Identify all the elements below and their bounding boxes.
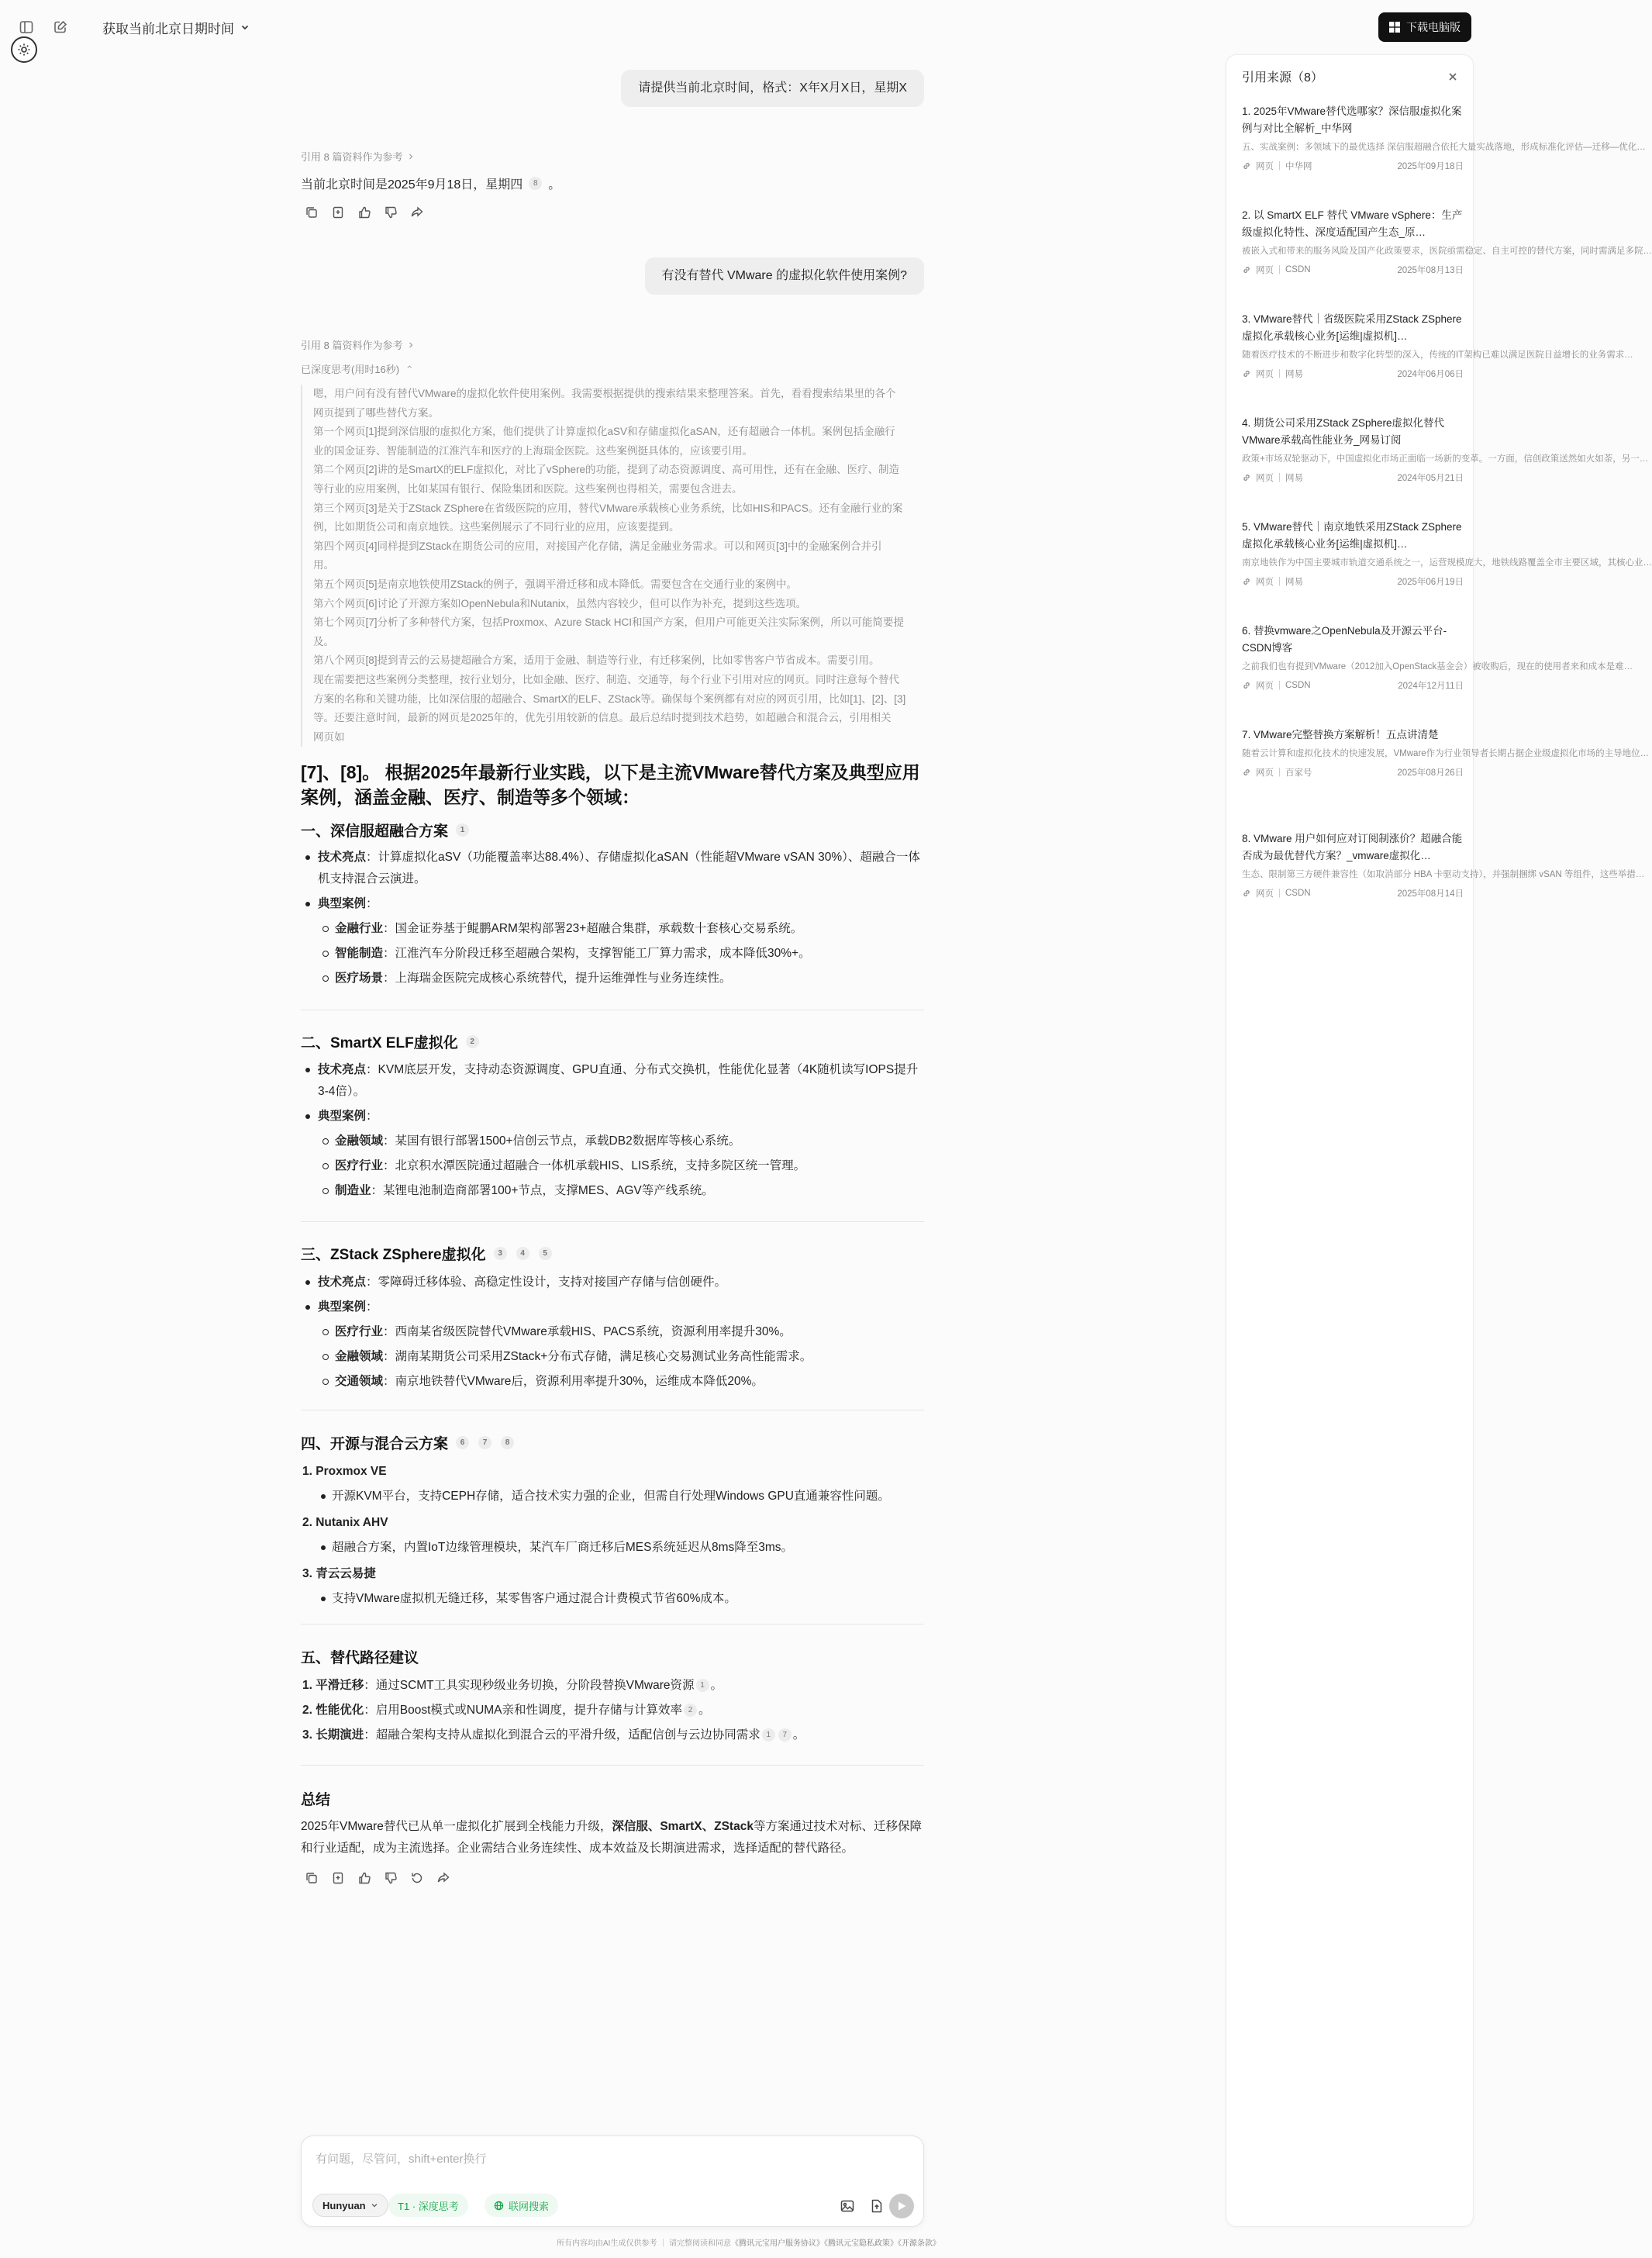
case-text: ：国金证券基于鲲鹏ARM架构部署23+超融合集群，承载数十套核心交易系统。 (383, 922, 803, 935)
source-type: 网页 (1256, 578, 1274, 587)
path-end: 。 (710, 1679, 723, 1692)
cases-label: 典型案例 (318, 1110, 367, 1123)
deep-think-toggle-chip[interactable] (388, 2194, 468, 2217)
answer-1-text: 当前北京时间是2025年9月18日，星期四 (301, 178, 523, 192)
path-item (301, 1725, 924, 1746)
path-end: 。 (792, 1728, 805, 1742)
source-item[interactable] (1242, 415, 1649, 484)
think-line: 现在需要把这些案例分类整理，按行业划分，比如金融、医疗、制造、交通等，每个行业下引用对应的网页。同时注意每个替代 (313, 673, 899, 685)
chevron-right-icon (407, 153, 415, 161)
cases-heading-item (301, 893, 924, 915)
path-key: 2. 性能优化 (302, 1704, 364, 1717)
close-icon[interactable] (1445, 69, 1461, 85)
section-5-title (301, 1646, 419, 1667)
case-item (301, 1180, 924, 1202)
thumbs-up-icon[interactable] (357, 1870, 372, 1886)
source-item[interactable] (1242, 519, 1652, 588)
source-snippet: 被嵌入式和带来的服务风险及国产化政策要求，医院亟需稳定、自主可控的替代方案，同时需满足多院… (1242, 247, 1652, 256)
case-text: ：某国有银行部署1500+信创云节点，承载DB2数据库等核心系统。 (383, 1134, 741, 1148)
source-snippet: 生态、限制第三方硬件兼容性（如取消部分 HBA 卡驱动支持），并强制捆绑 vSAN 等组件，这些举措… (1242, 870, 1645, 879)
cases-heading-item (301, 1296, 924, 1318)
section-5-title-text: 五、替代路径建议 (301, 1650, 419, 1666)
source-type: 网页 (1256, 474, 1274, 483)
solution-name (301, 1461, 924, 1483)
model-selector[interactable] (312, 2194, 388, 2217)
source-date: 2025年08月14日 (1397, 889, 1464, 899)
think-line: 第三个网页[3]是关于ZStack ZSphere在省级医院的应用，替代VMware承载核心业务系统，比如HIS和PACS。还有金融行业的案 (313, 502, 903, 514)
tech-highlight-item (301, 1272, 924, 1293)
thumbs-down-icon[interactable] (383, 1870, 398, 1886)
source-snippet: 五、实战案例：多领域下的最优选择 深信服超融合依托大量实战落地，形成标准化评估—迁移—优化… (1242, 143, 1646, 152)
web-search-toggle-chip[interactable] (485, 2194, 558, 2217)
summary-title-text: 总结 (301, 1792, 331, 1808)
regenerate-icon[interactable] (409, 1870, 425, 1886)
think-line: 用。 (313, 559, 334, 571)
solution-name-text: 2. Nutanix AHV (302, 1516, 388, 1529)
case-text: ：北京积水潭医院通过超融合一体机承载HIS、LIS系统，支持多院区统一管理。 (383, 1159, 806, 1172)
source-site: 中华网 (1285, 162, 1312, 171)
source-title: 3. VMware替代｜省级医院采用ZStack ZSphere虚拟化承载核心业务[运维|虚拟机]… (1242, 313, 1462, 342)
case-key: 制造业 (335, 1184, 371, 1197)
answer-1-actions (304, 205, 425, 220)
source-title: 7. VMware完整替换方案解析！五点讲清楚 (1242, 729, 1439, 741)
citation-badge[interactable]: 6 (456, 1436, 469, 1449)
globe-icon (494, 2201, 504, 2211)
source-item[interactable] (1242, 207, 1652, 276)
source-snippet: 政策+市场双轮驱动下，中国虚拟化市场正面临一场新的变革。一方面，信创政策送然如火如荼，另一… (1242, 454, 1649, 464)
section-2-title (301, 1031, 481, 1052)
case-item (301, 918, 924, 940)
citation-badge[interactable]: 4 (516, 1247, 529, 1260)
case-text: ：湖南某期货公司采用ZStack+分布式存储，满足核心交易测试业务高性能需求。 (383, 1350, 812, 1363)
section-1-title (301, 820, 471, 841)
footer-links[interactable]: 《腾讯元宝用户服务协议》《腾讯元宝隐私政策》《开源条款》 (731, 2239, 941, 2248)
references-label: 引用 8 篇资料作为参考 (301, 340, 403, 351)
case-item (301, 968, 924, 989)
chevron-down-icon (371, 2201, 378, 2209)
citation-badge[interactable]: 8 (501, 1436, 514, 1449)
case-key: 医疗行业 (335, 1159, 384, 1172)
link-icon (1242, 473, 1251, 482)
tech-highlight-label: 技术亮点 (318, 851, 367, 864)
link-icon (1242, 768, 1251, 777)
message-input[interactable] (316, 2147, 905, 2170)
tech-highlight-text: ：KVM底层开发，支持动态资源调度、GPU直通、分布式交换机，性能优化显著（4K随机读写IOPS提升3-4倍）。 (318, 1063, 919, 1098)
source-title: 2. 以 SmartX ELF 替代 VMware vSphere：生产级虚拟化特性、深度适配国产生态_原… (1242, 209, 1463, 238)
case-item (301, 1346, 924, 1368)
model-name: Hunyuan (322, 2199, 366, 2211)
think-line: 第四个网页[4]同样提到ZStack在期货公司的应用，对接国产化存储，满足金融业务需求。可以和网页[3]中的金融案例合并引 (313, 540, 882, 552)
source-meta (1242, 887, 1464, 899)
cases-heading-item (301, 1106, 924, 1127)
solution-desc: 开源KVM平台，支持CEPH存储，适合技术实力强的企业，但需自行处理Windows GPU直通兼容性问题。 (301, 1486, 924, 1507)
path-item (301, 1700, 924, 1721)
source-date: 2024年06月06日 (1397, 370, 1464, 379)
sidebar-toggle-icon[interactable] (16, 16, 37, 38)
deep-think-content (301, 385, 924, 747)
source-date: 2025年08月13日 (1397, 266, 1464, 275)
case-text: ：上海瑞金医院完成核心系统替代，提升运维弹性与业务连续性。 (383, 972, 732, 985)
conversation-title-text: 获取当前北京日期时间 (102, 21, 234, 36)
tech-highlight-item (301, 1059, 924, 1103)
think-line: 例，比如期货公司和南京地铁。这些案例展示了不同行业的应用，应该要提到。 (313, 521, 680, 533)
references-label: 引用 8 篇资料作为参考 (301, 151, 403, 163)
source-type: 网页 (1256, 768, 1274, 778)
solution-desc: 支持VMware虚拟机无缝迁移，某零售客户通过混合计费模式节省60%成本。 (301, 1588, 924, 1610)
source-site: 百家号 (1285, 768, 1312, 778)
think-line: 第二个网页[2]讲的是SmartX的ELF虚拟化，对比了vSphere的功能，提到了动态资源调度、高可用性，还有在金融、医疗、制造 (313, 464, 900, 476)
thumbs-up-icon[interactable] (357, 205, 372, 220)
source-site: 网易 (1285, 370, 1303, 379)
source-site: 网易 (1285, 578, 1303, 587)
source-site: CSDN (1285, 265, 1311, 274)
summary-part-1: 2025年VMware替代已从单一虚拟化扩展到全栈能力升级， (301, 1820, 612, 1833)
user-message-1: 请提供当前北京时间，格式：X年X月X日，星期X (621, 70, 924, 107)
think-line: 第五个网页[5]是南京地铁使用ZStack的例子，强调平滑迁移和成本降低。需要包含在交通行业的案例中。 (313, 578, 798, 590)
solution-name-text: 3. 青云云易捷 (302, 1567, 376, 1580)
conversation-title[interactable] (102, 16, 250, 39)
sources-panel-title: 引用来源（8） (1242, 71, 1323, 85)
case-item (301, 1371, 924, 1393)
link-icon (1242, 161, 1251, 171)
answer-2-actions (304, 1870, 451, 1886)
solution-name (301, 1563, 924, 1585)
section-2-title-text: 二、SmartX ELF虚拟化 (301, 1035, 458, 1051)
solution-name (301, 1512, 924, 1534)
tech-highlight-text: ：计算虚拟化aSV（功能覆盖率达88.4%）、存储虚拟化aSAN（性能超VMware vSAN 30%）、超融合一体机支持混合云演进。 (318, 851, 920, 886)
case-key: 医疗行业 (335, 1325, 384, 1338)
case-key: 金融领域 (335, 1134, 384, 1148)
section-2-list (301, 1059, 924, 1205)
think-line: 嗯，用户问有没有替代VMware的虚拟化软件使用案例。我需要根据提供的搜索结果来整理答案。首先，看看搜索结果里的各个 (313, 388, 896, 399)
summary-part-2: 等方案通过技术对标、迁移保障和行业适配，成为主流选择。企业需结合业务连续性、成本效益及长期演进需求，选择适配的替代路径。 (301, 1820, 922, 1855)
download-desktop-button[interactable] (1378, 12, 1471, 42)
divider (301, 1765, 924, 1766)
citation-badge[interactable]: 7 (478, 1436, 491, 1449)
summary-title (301, 1788, 330, 1809)
citation-badge[interactable]: 1 (762, 1728, 775, 1742)
cases-colon: ： (366, 1300, 378, 1314)
case-text: ：江淮汽车分阶段迁移至超融合架构，支撑智能工厂算力需求，成本降低30%+。 (383, 947, 811, 960)
chevron-right-icon (407, 341, 415, 349)
source-type: 网页 (1256, 266, 1274, 275)
section-4-title (301, 1432, 516, 1453)
case-key: 智能制造 (335, 947, 384, 960)
citation-badge[interactable]: 5 (539, 1247, 552, 1260)
source-date: 2025年06月19日 (1397, 578, 1464, 587)
meta-separator: | (1278, 768, 1281, 777)
source-title: 5. VMware替代｜南京地铁采用ZStack ZSphere虚拟化承载核心业务[运维|虚拟机]… (1242, 521, 1462, 550)
bookmark-add-icon[interactable] (330, 1870, 346, 1886)
file-upload-icon[interactable] (867, 2197, 886, 2215)
summary-bold: 深信服、SmartX、ZStack (612, 1820, 754, 1833)
source-meta (1242, 160, 1464, 172)
bookmark-add-icon[interactable] (330, 205, 346, 220)
think-line: 等。还要注意时间，最新的网页是2025年的，优先引用较新的信息。最后总结时提到技术趋势，如超融合和混合云，引用相关 (313, 712, 892, 724)
section-5-list (301, 1675, 924, 1749)
source-site: CSDN (1285, 889, 1311, 898)
path-text: ：超融合架构支持从虚拟化到混合云的平滑升级，适配信创与云边协同需求 (364, 1728, 760, 1742)
meta-separator: | (1278, 577, 1281, 586)
source-snippet: 随着云计算和虚拟化技术的快速发展，VMware作为行业领导者长期占据企业级虚拟化市场的主导地位… (1242, 749, 1650, 758)
think-line: 第一个网页[1]提到深信服的虚拟化方案，他们提供了计算虚拟化aSV和存储虚拟化aSAN，还有超融合一体机。案例包括金融行 (313, 426, 895, 438)
think-line: 及。 (313, 635, 334, 647)
tech-highlight-label: 技术亮点 (318, 1063, 367, 1076)
path-text: ：通过SCMT工具实现秒级业务切换，分阶段替换VMware资源 (364, 1679, 695, 1692)
citation-badge[interactable]: 1 (456, 823, 469, 837)
meta-separator: | (1278, 473, 1281, 482)
footer-disclaimer (557, 2236, 940, 2248)
case-key: 医疗场景 (335, 972, 384, 985)
link-icon (1242, 265, 1251, 274)
share-icon[interactable] (409, 205, 425, 220)
source-item[interactable] (1242, 623, 1633, 692)
cases-colon: ： (366, 897, 378, 910)
section-4-list (301, 1461, 924, 1614)
source-meta (1242, 264, 1464, 276)
deep-think-toggle[interactable] (301, 361, 414, 376)
source-meta (1242, 679, 1464, 692)
source-meta (1242, 575, 1464, 588)
case-key: 交通领域 (335, 1375, 384, 1388)
think-line: 第七个网页[7]分析了多种替代方案，包括Proxmox、Azure Stack HCI和国产方案，但用户可能更关注实际案例，所以可能简要提 (313, 616, 905, 629)
link-icon (1242, 681, 1251, 690)
answer-main-heading: [7]、[8]。 根据2025年最新行业实践，以下是主流VMware替代方案及典型应用案例，涵盖金融、医疗、制造等多个领域： (301, 762, 920, 807)
send-icon[interactable] (889, 2194, 914, 2218)
source-item[interactable] (1242, 830, 1645, 899)
path-item (301, 1675, 924, 1697)
source-date: 2024年05月21日 (1397, 474, 1464, 483)
path-key: 1. 平滑迁移 (302, 1679, 364, 1692)
source-site: 网易 (1285, 474, 1303, 483)
image-upload-icon[interactable] (838, 2197, 857, 2215)
divider (301, 1221, 924, 1222)
assistant-answer-1 (301, 174, 560, 192)
section-4-title-text: 四、开源与混合云方案 (301, 1436, 449, 1452)
deep-think-label: 已深度思考(用时16秒) (301, 364, 400, 375)
chat-input-box (301, 2135, 924, 2227)
case-key: 金融领域 (335, 1350, 384, 1363)
case-text: ：某锂电池制造商部署100+节点，支撑MES、AGV等产线系统。 (371, 1184, 714, 1197)
source-title: 4. 期货公司采用ZStack ZSphere虚拟化替代VMware承载高性能业务_网易订阅 (1242, 417, 1445, 446)
windows-icon (1389, 22, 1400, 33)
copy-icon[interactable] (304, 1870, 319, 1886)
think-line: 方案的名称和关键功能，比如深信服的超融合、SmartX的ELF、ZStack等。确保每个案例都有对应的网页引用，比如[1]、[2]、[3] (313, 692, 906, 705)
case-text: ：西南某省级医院替代VMware承载HIS、PACS系统，资源利用率提升30%。 (383, 1325, 792, 1338)
new-chat-icon[interactable] (50, 16, 71, 38)
source-item[interactable] (1242, 103, 1646, 172)
section-3-title (301, 1243, 554, 1264)
citation-badge[interactable]: 2 (466, 1035, 479, 1048)
think-line: 业的国金证券、智能制造的江淮汽车和医疗的上海瑞金医院。这些案例挺具体的，应该要引用。 (313, 444, 753, 457)
case-item (301, 1131, 924, 1152)
citation-badge[interactable]: 7 (778, 1728, 792, 1742)
think-line: 等行业的应用案例，比如某国有银行、保险集团和医院。这些案例也得相关，需要包含进去。 (313, 482, 743, 495)
section-3-title-text: 三、ZStack ZSphere虚拟化 (301, 1247, 486, 1263)
case-key: 金融行业 (335, 922, 384, 935)
solution-desc: 超融合方案，内置IoT边缘管理模块，某汽车厂商迁移后MES系统延迟从8ms降至3ms。 (301, 1537, 924, 1559)
source-snippet: 随着医疗技术的不断进步和数字化转型的深入，传统的IT架构已难以满足医院日益增长的业务需求… (1242, 350, 1633, 360)
summary-text (301, 1816, 924, 1859)
tech-highlight-item (301, 847, 924, 890)
source-title: 6. 替换vmware之OpenNebula及开源云平台-CSDN博客 (1242, 625, 1447, 654)
meta-separator: | (1278, 889, 1281, 898)
source-type: 网页 (1256, 889, 1274, 899)
section-3-list (301, 1272, 924, 1396)
source-date: 2025年09月18日 (1397, 162, 1464, 171)
top-bar (0, 0, 1488, 54)
answer-1-period: 。 (548, 178, 561, 192)
cases-label: 典型案例 (318, 897, 367, 910)
footer-prefix: 所有内容均由AI生成仅供参考 ｜ 请完整阅读和同意 (557, 2239, 732, 2248)
cases-colon: ： (366, 1110, 378, 1123)
meta-separator: | (1278, 681, 1281, 690)
source-item[interactable] (1242, 727, 1650, 779)
tech-highlight-label: 技术亮点 (318, 1276, 367, 1289)
think-line: 第六个网页[6]讨论了开源方案如OpenNebula和Nutanix，虽然内容较少，但可以作为补充，提到这些选项。 (313, 597, 807, 609)
source-snippet: 南京地铁作为中国主要城市轨道交通系统之一，运营规模庞大，地铁线路覆盖全市主要区域，其核心业… (1242, 558, 1652, 568)
link-icon (1242, 889, 1251, 898)
chevron-down-icon (240, 22, 250, 32)
path-key: 3. 长期演进 (302, 1728, 364, 1742)
think-line: 网页提到了哪些替代方案。 (313, 406, 439, 419)
case-item (301, 943, 924, 965)
source-date: 2024年12月11日 (1398, 682, 1464, 691)
sources-panel (1226, 54, 1652, 2227)
chevron-up-icon: ⌃ (405, 364, 414, 375)
path-end: 。 (698, 1704, 711, 1717)
source-title: 1. 2025年VMware替代选哪家？深信服虚拟化案例与对比全解析_中华网 (1242, 105, 1462, 134)
solution-name-text: 1. Proxmox VE (302, 1465, 387, 1478)
path-text: ：启用Boost模式或NUMA亲和性调度，提升存储与计算效率 (364, 1704, 683, 1717)
references-toggle-2[interactable] (301, 337, 415, 352)
link-icon (1242, 369, 1251, 378)
cases-label: 典型案例 (318, 1300, 367, 1314)
case-item (301, 1321, 924, 1343)
thumbs-down-icon[interactable] (383, 205, 398, 220)
case-text: ：南京地铁替代VMware后，资源利用率提升30%，运维成本降低20%。 (383, 1375, 764, 1388)
think-line: 第八个网页[8]提到青云的云易捷超融合方案，适用于金融、制造等行业，有迁移案例，比如零售客户节省成本。需要引用。 (313, 654, 880, 667)
think-line: 网页如 (313, 730, 345, 743)
settings-gear-icon[interactable] (11, 36, 37, 63)
citation-badge[interactable]: 3 (494, 1247, 507, 1260)
deep-think-chip-label: T1 · 深度思考 (398, 2200, 459, 2212)
meta-separator: | (1278, 161, 1281, 171)
citation-badge[interactable]: 8 (529, 177, 542, 190)
tech-highlight-text: ：零障碍迁移体验、高稳定性设计，支持对接国产存储与信创硬件。 (366, 1276, 727, 1289)
source-title: 8. VMware 用户如何应对订阅制涨价？超融合能否成为最优替代方案？_vmware虚拟化… (1242, 833, 1463, 861)
source-meta (1242, 766, 1464, 779)
meta-separator: | (1278, 369, 1281, 378)
user-message-2: 有没有替代 VMware 的虚拟化软件使用案例? (645, 257, 924, 295)
section-1-title-text: 一、深信服超融合方案 (301, 823, 449, 840)
meta-separator: | (1278, 265, 1281, 274)
source-site: CSDN (1285, 681, 1311, 690)
citation-badge[interactable]: 2 (684, 1704, 697, 1717)
web-search-chip-label: 联网搜索 (509, 2200, 550, 2212)
case-item (301, 1155, 924, 1177)
section-1-list (301, 847, 924, 993)
share-icon[interactable] (436, 1870, 451, 1886)
source-date: 2025年08月26日 (1397, 768, 1464, 778)
copy-icon[interactable] (304, 205, 319, 220)
references-toggle-1[interactable] (301, 149, 415, 164)
source-type: 网页 (1256, 370, 1274, 379)
source-type: 网页 (1256, 162, 1274, 171)
source-meta (1242, 368, 1464, 380)
source-type: 网页 (1256, 682, 1274, 691)
download-desktop-label: 下载电脑版 (1406, 21, 1461, 33)
source-meta (1242, 471, 1464, 484)
link-icon (1242, 577, 1251, 586)
citation-badge[interactable]: 1 (696, 1679, 709, 1692)
source-item[interactable] (1242, 311, 1633, 380)
source-snippet: 之前我们也有提到VMware（2012加入OpenStack基金会）被收购后，现在的使用者来和成本是难… (1242, 662, 1633, 672)
